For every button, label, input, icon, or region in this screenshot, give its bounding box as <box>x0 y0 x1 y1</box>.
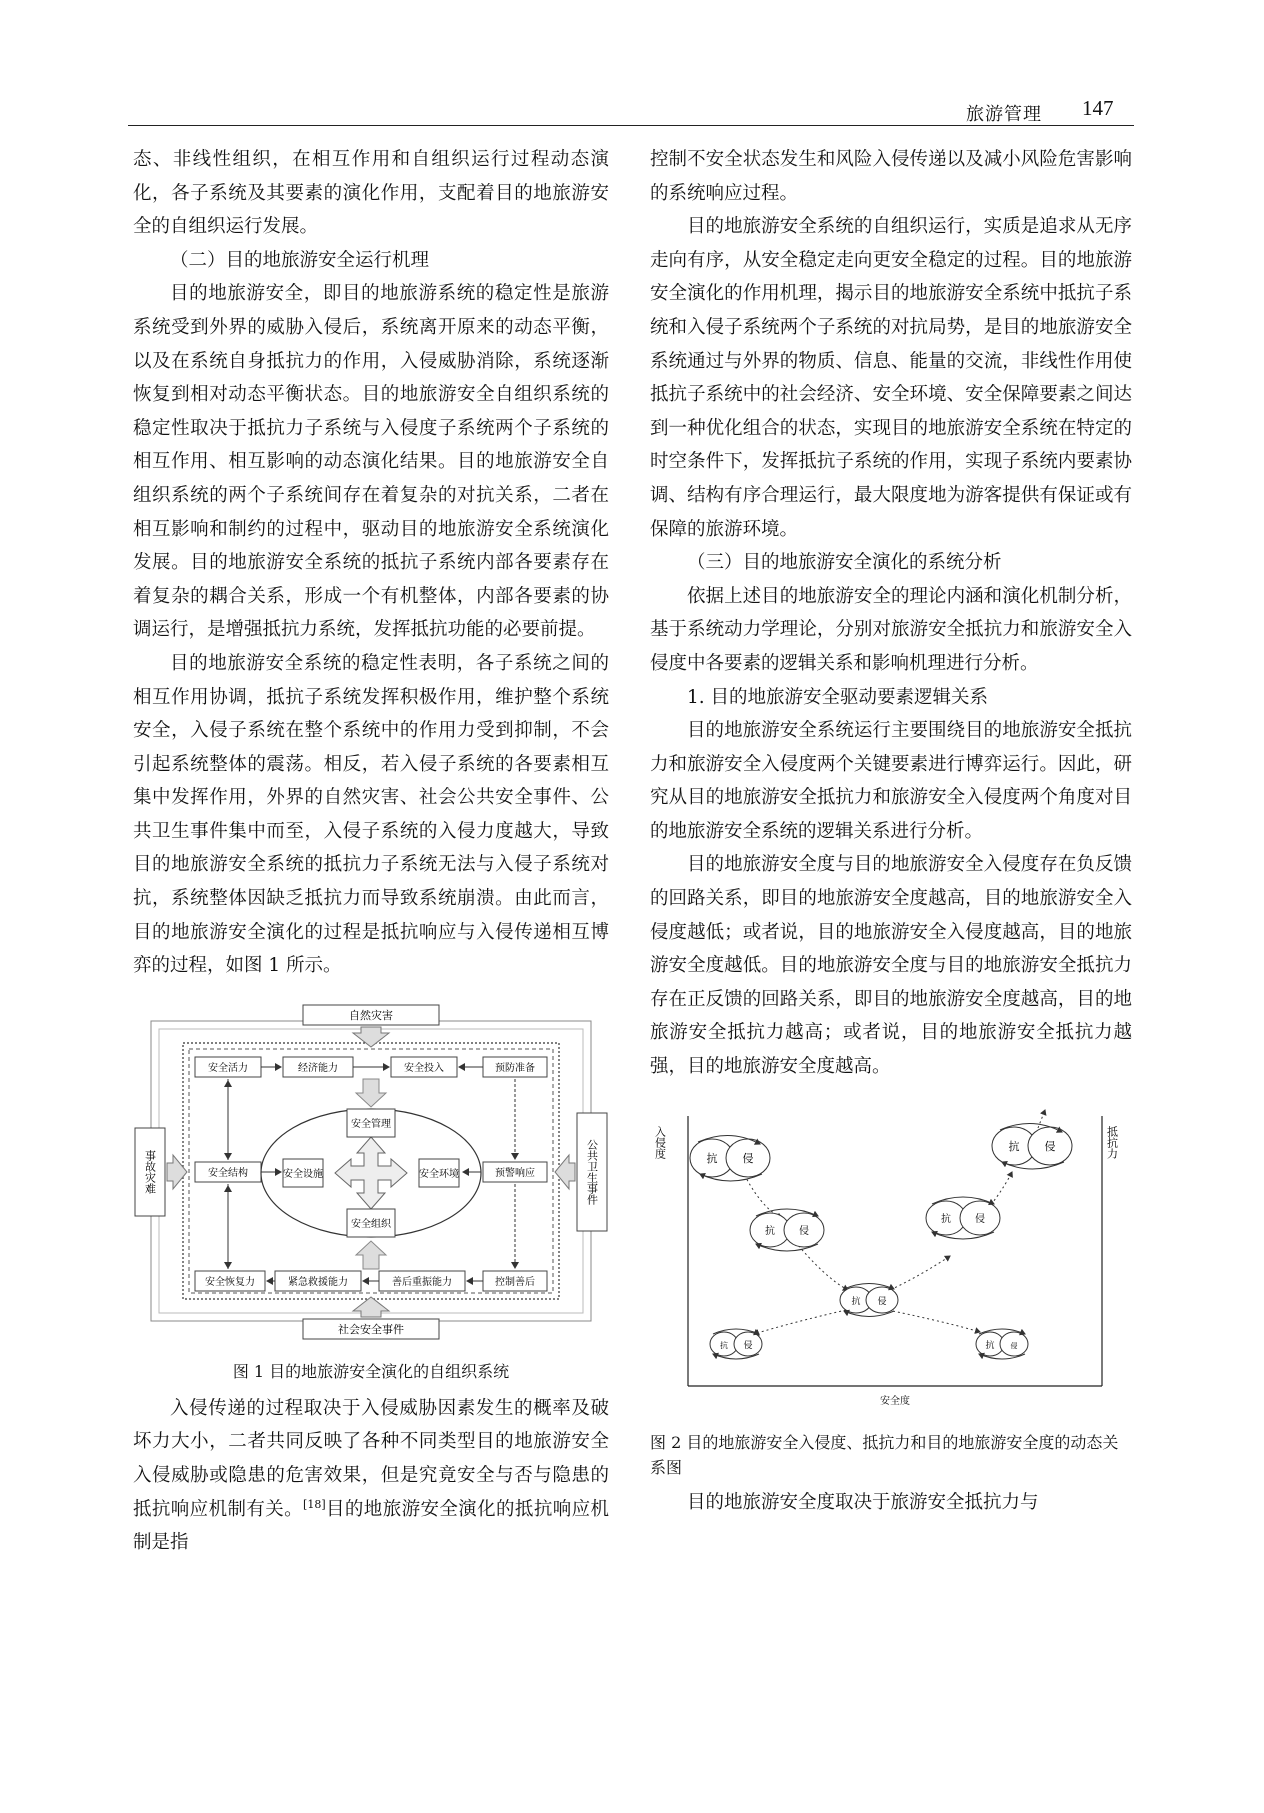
diagram-label: 安全活力 <box>208 1062 248 1074</box>
resist-label: 抗 <box>851 1296 861 1307</box>
social-safety-event-label: 社会安全事件 <box>338 1322 404 1336</box>
resist-label: 抗 <box>706 1151 718 1165</box>
right-arrow-icon <box>555 1155 575 1189</box>
natural-disaster-label: 自然灾害 <box>349 1008 393 1022</box>
diagram-label: 安全结构 <box>208 1167 248 1179</box>
figure-1-caption: 图 1 目的地旅游安全演化的自组织系统 <box>232 1361 510 1381</box>
invade-label: 侵 <box>877 1296 887 1307</box>
resist-invade-pair <box>710 1329 762 1359</box>
diagram-label: 经济能力 <box>298 1062 338 1074</box>
resist-invade-pair <box>750 1209 824 1251</box>
invade-label: 侵 <box>1044 1139 1056 1153</box>
paragraph: 目的地旅游安全系统的稳定性表明，各子系统之间的相互作用协调，抵抗子系统发挥积极作用，维护整个系统安全，入侵子系统在整个系统中的作用力受到抑制，不会引起系统整体的震荡。相反，若入侵子系统的各要素相互集中发挥作用，外界的自然灾害、社会公共安全事件、公共卫生事件集中而至，入侵子系统的入侵力度越大，导致目的地旅游安全系统的抵抗力子系统无法与入侵子系统对抗，系统整体因缺乏抵抗力而导致系统崩溃。由此而言，目的地旅游安全演化的过程是抵抗响应与入侵传递相互博弈的过程，如图 1 所示。 <box>133 652 609 977</box>
paragraph: 目的地旅游安全度与目的地旅游安全入侵度存在负反馈的回路关系，即目的地旅游安全度越高，目的地旅游安全入侵度越低；或者说，目的地旅游安全入侵度越高，目的地旅游安全度越低。目的地旅游安全度与目的地旅游安全抵抗力存在正反馈的回路关系，即目的地旅游安全度越高，目的地旅游安全抵抗力越高；或者说，目的地旅游安全抵抗力越强，目的地旅游安全度越高。 <box>650 854 1132 1078</box>
paragraph: 依据上述目的地旅游安全的理论内涵和演化机制分析，基于系统动力学理论，分别对旅游安全抵抗力和旅游安全入侵度中各要素的逻辑关系和影响机理进行分析。 <box>650 585 1132 674</box>
dynamic-relationship-diagram <box>650 1108 1132 1408</box>
section-heading: （三）目的地旅游安全演化的系统分析 <box>687 552 1002 574</box>
diagram-label: 安全投入 <box>404 1062 444 1074</box>
diagram-label: 控制善后 <box>495 1276 535 1288</box>
figure-2-caption: 图 2 目的地旅游安全入侵度、抵抗力和目的地旅游安全度的动态关系图 <box>650 1432 1119 1477</box>
left-column <box>133 143 609 1560</box>
invade-label: 侵 <box>1010 1341 1018 1350</box>
diagram-label: 善后重振能力 <box>392 1276 452 1288</box>
paragraph <box>133 1392 609 1560</box>
y-right-label: 抵抗力 <box>1105 1125 1119 1159</box>
y-left-label: 入侵度 <box>653 1125 667 1159</box>
x-axis-label: 安全度 <box>880 1395 910 1407</box>
invade-label: 侵 <box>742 1151 754 1165</box>
resist-invade-pair <box>926 1197 1000 1239</box>
left-arrow-icon <box>167 1155 187 1189</box>
resist-label: 抗 <box>941 1213 951 1225</box>
bottom-arrow-icon <box>353 1297 389 1317</box>
top-arrow-icon <box>353 1027 389 1047</box>
right-column <box>650 143 1132 1519</box>
page-number: 147 <box>1082 96 1114 120</box>
diagram-label: 安全设施 <box>283 1168 323 1180</box>
resist-invade-pair <box>992 1123 1072 1169</box>
paragraph: 目的地旅游安全系统运行主要围绕目的地旅游安全抵抗力和旅游安全入侵度两个关键要素进行博弈运行。因此，研究从目的地旅游安全抵抗力和旅游安全入侵度两个角度对目的地旅游安全系统的逻辑关系进行分析。 <box>650 720 1132 842</box>
paragraph: 态、非线性组织，在相互作用和自组织运行过程动态演化，各子系统及其要素的演化作用，支配着目的地旅游安全的自组织运行发展。 <box>133 149 609 238</box>
public-health-event-label: 公共卫生事件 <box>585 1138 599 1205</box>
figure-2 <box>650 1108 1132 1480</box>
paragraph: 控制不安全状态发生和风险入侵传递以及减小风险危害影响的系统响应过程。 <box>650 149 1132 204</box>
diagram-label: 安全管理 <box>351 1118 391 1130</box>
invade-label: 侵 <box>975 1213 985 1225</box>
invade-label: 侵 <box>743 1340 753 1351</box>
resist-invade-pair <box>976 1329 1028 1359</box>
journal-name: 旅游管理 <box>966 104 1042 125</box>
four-way-arrow-icon <box>335 1137 407 1209</box>
resist-label: 抗 <box>720 1340 728 1350</box>
resist-label: 抗 <box>765 1225 775 1237</box>
diagram-label: 预防准备 <box>495 1062 535 1074</box>
invade-label: 侵 <box>799 1225 809 1237</box>
paragraph: 目的地旅游安全，即目的地旅游系统的稳定性是旅游系统受到外界的威胁入侵后，系统离开原来的动态平衡，以及在系统自身抵抗力的作用，入侵威胁消除，系统逐渐恢复到相对动态平衡状态。目的地旅游安全自组织系统的稳定性取决于抵抗力子系统与入侵度子系统两个子系统的相互作用、相互影响的动态演化结果。目的地旅游安全自组织系统的两个子系统间存在着复杂的对抗关系，二者在相互影响和制约的过程中，驱动目的地旅游安全系统演化发展。目的地旅游安全系统的抵抗子系统内部各要素存在着复杂的耦合关系，形成一个有机整体，内部各要素的协调运行，是增强抵抗力系统，发挥抵抗功能的必要前提。 <box>133 283 609 641</box>
diagram-label: 预警响应 <box>495 1167 535 1179</box>
header-rule <box>128 125 1134 126</box>
paragraph: 目的地旅游安全系统的自组织运行，实质是追求从无序走向有序，从安全稳定走向更安全稳定的过程。目的地旅游安全演化的作用机理，揭示目的地旅游安全系统中抵抗子系统和入侵子系统两个子系统的对抗局势，是目的地旅游安全系统通过与外界的物质、信息、能量的交流，非线性作用使抵抗子系统中的社会经济、安全环境、安全保障要素之间达到一种优化组合的状态，实现目的地旅游安全系统在特定的时空条件下，发挥抵抗子系统的作用，实现子系统内要素协调、结构有序合理运行，最大限度地为游客提供有保证或有保障的旅游环境。 <box>650 216 1132 540</box>
subsection-heading: 1. 目的地旅游安全驱动要素逻辑关系 <box>687 686 989 708</box>
diagram-label: 安全恢复力 <box>205 1276 255 1288</box>
diagram-label: 紧急救援能力 <box>288 1276 348 1288</box>
paragraph-text: 入侵传递的过程取决于入侵威胁因素发生的概率及破坏力大小，二者共同反映了各种不同类型目的地旅游安全入侵威胁或隐患的危害效果，但是究竟安全与否与隐患的抵抗响应机制有关。 <box>133 1397 609 1520</box>
resist-label: 抗 <box>1008 1139 1020 1153</box>
figure-1 <box>133 1003 609 1384</box>
accident-disaster-label: 事故灾难 <box>143 1149 157 1194</box>
diagram-label: 安全组织 <box>351 1218 391 1230</box>
citation: [18] <box>303 1497 326 1511</box>
resist-invade-pair <box>690 1135 770 1181</box>
paragraph: 目的地旅游安全度取决于旅游安全抵抗力与 <box>687 1491 1039 1513</box>
diagram-label: 安全环境 <box>419 1168 459 1180</box>
resist-label: 抗 <box>985 1340 995 1351</box>
self-organizing-system-diagram <box>133 1003 609 1343</box>
resist-invade-pair <box>840 1283 898 1316</box>
paragraph-text: 目的地旅游安全演化的抵抗响应机制是指 <box>133 1498 609 1554</box>
section-heading: （二）目的地旅游安全运行机理 <box>170 249 430 271</box>
